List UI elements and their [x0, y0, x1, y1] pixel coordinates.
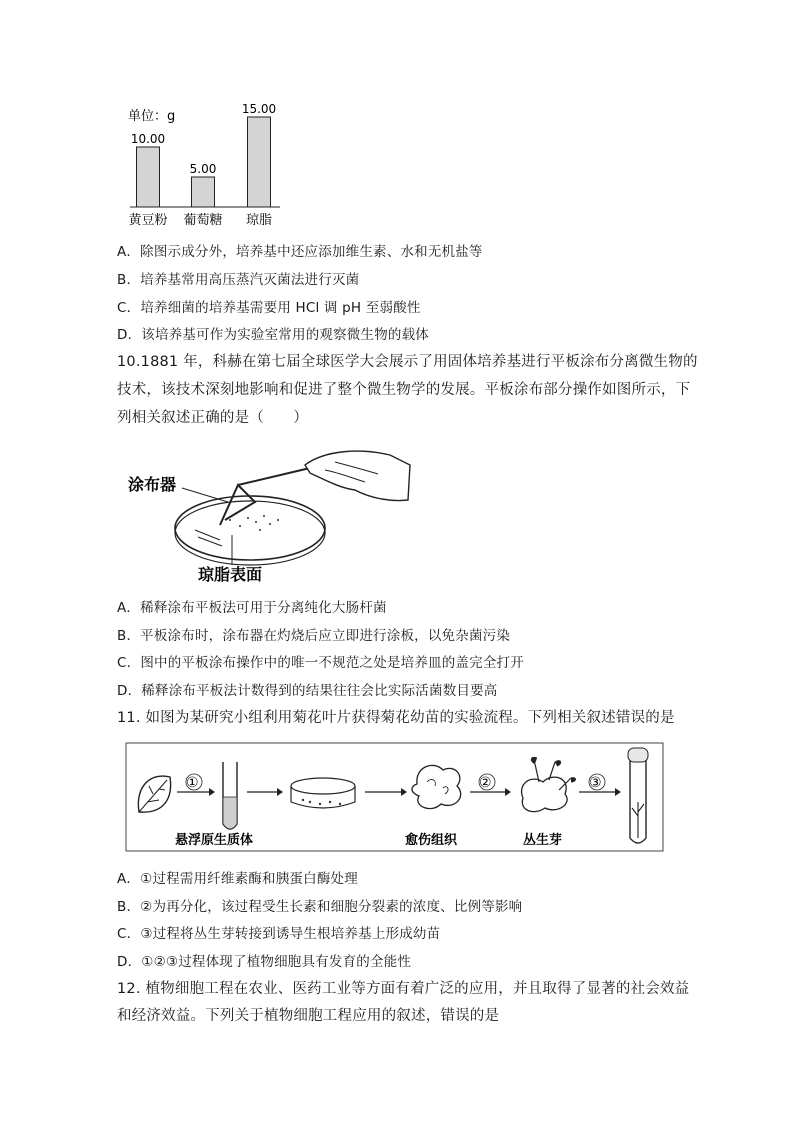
category-label-1: 葡萄糖 — [183, 213, 223, 228]
arrow-icon — [615, 788, 621, 796]
q10-stem-line-2: 技术，该技术深刻地影响和促进了整个微生物学的发展。平板涂布部分操作如图所示，下 — [117, 382, 691, 398]
bar-1 — [192, 177, 215, 207]
callus-label: 愈伤组织 — [405, 833, 458, 848]
q9-option-b: B．培养基常用高压蒸汽灭菌法进行灭菌 — [117, 272, 360, 288]
bar-chart — [110, 95, 310, 230]
tissue-culture-flow-figure — [125, 742, 665, 854]
culture-dish-icon — [291, 778, 355, 808]
q11-option-d: D．①②③过程体现了植物细胞具有发育的全能性 — [117, 954, 412, 970]
test-tube-icon — [223, 762, 237, 829]
buds-label: 丛生芽 — [523, 833, 563, 848]
q9-option-d: D．该培养基可作为实验室常用的观察微生物的载体 — [117, 327, 429, 343]
leaf-icon — [138, 776, 170, 812]
hand-icon — [305, 451, 410, 500]
petri-dish-base — [175, 501, 325, 565]
bar-value-label-2: 15.00 — [241, 102, 277, 116]
buds-icon — [522, 757, 576, 811]
spreader-label: 涂布器 — [128, 475, 177, 494]
step-1-label: ① — [186, 775, 199, 791]
arrow-icon — [401, 788, 407, 796]
bar-value-label-0: 10.00 — [130, 132, 166, 146]
step-3-label: ③ — [589, 775, 602, 791]
q10-option-a: A．稀释涂布平板法可用于分离纯化大肠杆菌 — [117, 600, 387, 616]
q9-option-c: C．培养细菌的培养基需要用 HCl 调 pH 至弱酸性 — [117, 300, 421, 316]
q12-stem-line-2: 和经济效益。下列关于植物细胞工程应用的叙述，错误的是 — [117, 1008, 500, 1024]
q10-option-b: B．平板涂布时，涂布器在灼烧后应立即进行涂板，以免杂菌污染 — [117, 628, 511, 644]
bar-0 — [137, 147, 160, 207]
bar-value-label-1: 5.00 — [189, 162, 217, 176]
q9-option-a: A．除图示成分外，培养基中还应添加维生素、水和无机盐等 — [117, 244, 483, 260]
step-2-label: ② — [479, 775, 492, 791]
callus-icon — [412, 765, 461, 808]
bar-2 — [248, 117, 271, 207]
protoplast-label: 悬浮原生质体 — [175, 833, 254, 848]
agar-surface-label: 琼脂表面 — [198, 565, 263, 584]
motion-arrow-icon — [195, 530, 222, 546]
q10-stem-line-1: 10.1881 年，科赫在第七届全球医学大会展示了用固体培养基进行平板涂布分离微生物的 — [117, 354, 698, 370]
arrow-icon — [277, 788, 283, 796]
colony-dots — [229, 515, 279, 531]
q10-option-d: D．稀释涂布平板法计数得到的结果往往会比实际活菌数目要高 — [117, 683, 498, 699]
q11-option-c: C．③过程将丛生芽转接到诱导生根培养基上形成幼苗 — [117, 926, 441, 942]
category-label-0: 黄豆粉 — [128, 213, 168, 228]
seedling-tube-icon — [628, 748, 648, 843]
q12-stem-line-1: 12. 植物细胞工程在农业、医药工业等方面有着广泛的应用，并且取得了显著的社会效益 — [117, 981, 690, 997]
spread-plate-figure — [120, 440, 420, 590]
q11-option-a: A．①过程需用纤维素酶和胰蛋白酶处理 — [117, 871, 358, 887]
arrow-icon — [505, 788, 511, 796]
category-label-2: 琼脂 — [245, 213, 273, 228]
q11-stem-line-1: 11. 如图为某研究小组利用菊花叶片获得菊花幼苗的实验流程。下列相关叙述错误的是 — [117, 710, 675, 726]
q10-option-c: C．图中的平板涂布操作中的唯一不规范之处是培养皿的盖完全打开 — [117, 655, 524, 671]
q11-option-b: B．②为再分化，该过程受生长素和细胞分裂素的浓度、比例等影响 — [117, 899, 523, 915]
q10-stem-line-3: 列相关叙述正确的是（ ） — [117, 410, 309, 426]
arrow-icon — [209, 788, 215, 796]
chart-unit-label: 单位：g — [128, 109, 176, 124]
